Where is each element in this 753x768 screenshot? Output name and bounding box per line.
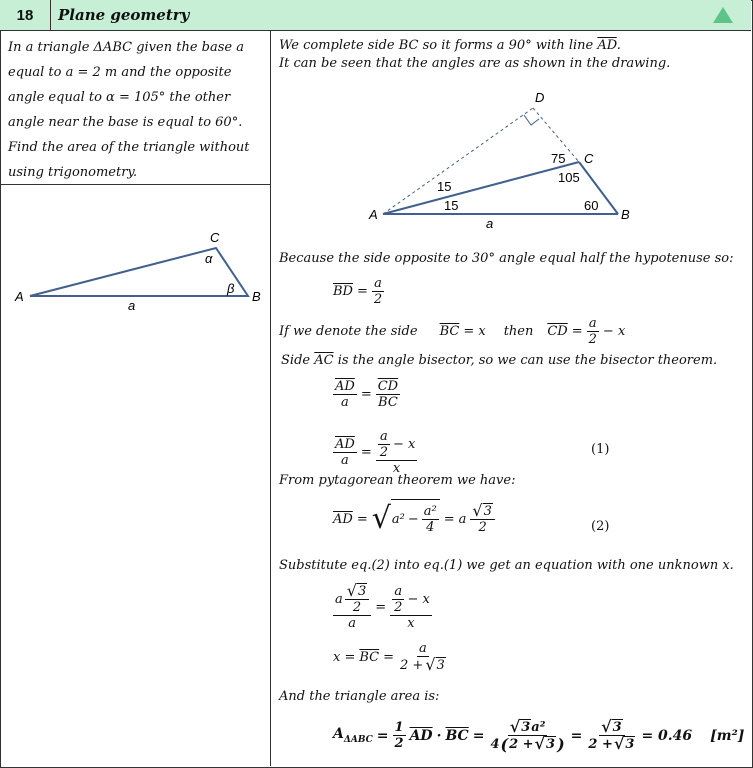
numerator: a xyxy=(374,276,382,291)
base-label: a xyxy=(128,298,136,313)
a-coefficient: a xyxy=(458,511,467,527)
a-coefficient: a xyxy=(335,591,343,607)
fraction xyxy=(345,583,369,615)
area-result: = 0.46 xyxy=(641,727,693,744)
fraction xyxy=(393,720,406,751)
equals: = xyxy=(571,324,583,339)
fraction xyxy=(587,316,599,347)
a-squared: a² xyxy=(531,719,546,735)
denote-text: If we denote the side xyxy=(279,324,418,339)
denominator: 2 xyxy=(373,292,383,307)
numerator: $\overline{AD}$ xyxy=(335,437,355,452)
square-root xyxy=(535,736,557,752)
problem-number: 18 xyxy=(0,0,51,30)
square-root xyxy=(372,499,440,539)
denominator: 4 ( 2 + √ 3 ) xyxy=(490,734,565,754)
fraction xyxy=(333,437,357,468)
radicand: 3 xyxy=(625,737,635,752)
x-equals: x = xyxy=(333,649,356,665)
denominator: a xyxy=(341,453,349,468)
segment-bc: $\overline{BC}$ xyxy=(359,649,380,665)
intro-end: . xyxy=(616,38,621,53)
denominator: 4 xyxy=(426,520,435,535)
numerator: a xyxy=(394,583,403,599)
denominator: 2 xyxy=(588,332,597,347)
vertex-a-label: A xyxy=(369,207,378,222)
area-subscript: ΔABC xyxy=(343,734,373,745)
a-squared: a² xyxy=(391,512,405,527)
vertex-a-label: A xyxy=(15,289,24,304)
problem-line: Find the area of the triangle without xyxy=(8,140,250,155)
fraction xyxy=(586,719,637,752)
denominator: 2 xyxy=(379,445,388,460)
substitute-text: Substitute eq.(2) into eq.(1) we get an equation with one unknown x. xyxy=(279,558,734,573)
equals: = xyxy=(356,511,368,527)
eq-bisector-1 xyxy=(333,379,400,410)
minus: − xyxy=(407,512,419,527)
equals: = xyxy=(472,727,485,744)
radical-sign: √ xyxy=(472,501,483,520)
numerator: a² xyxy=(423,504,437,519)
fraction xyxy=(488,719,566,752)
numerator: a xyxy=(588,316,597,331)
fraction xyxy=(390,584,432,631)
side-text: Side xyxy=(281,353,311,368)
problem-text xyxy=(8,35,266,185)
triangle-abc xyxy=(30,248,248,296)
segment-bc: $\overline{BC}$ xyxy=(439,324,460,339)
four: 4 xyxy=(490,736,500,752)
fraction xyxy=(470,503,494,535)
radicand xyxy=(391,499,440,535)
denominator: x xyxy=(407,615,415,631)
radicand: 3 xyxy=(357,584,367,599)
radicand: 3 xyxy=(521,720,531,735)
radical-sign: √ xyxy=(346,581,357,600)
intro-line-2: It can be seen that the angles are as shown in the drawing. xyxy=(279,56,671,71)
numerator: a xyxy=(419,641,427,656)
bisector-text: is the angle bisector, so we can use the bisector theorem. xyxy=(337,353,718,368)
numerator xyxy=(345,583,369,600)
problem-line: equal to a = 2 m and the opposite xyxy=(8,65,232,80)
equals: = xyxy=(376,727,389,744)
numerator: $\overline{AD}$ xyxy=(335,379,355,394)
square-root xyxy=(425,657,445,673)
numerator xyxy=(333,583,371,616)
alpha-label: α xyxy=(205,251,213,266)
equals: = xyxy=(383,649,395,665)
fraction xyxy=(333,583,371,631)
radicand: 3 xyxy=(546,737,556,752)
fraction xyxy=(392,584,404,615)
eq-area xyxy=(333,719,744,752)
denominator xyxy=(398,657,448,673)
denominator: 2 xyxy=(352,600,362,615)
equals: = xyxy=(443,511,455,527)
equals: = xyxy=(360,445,372,460)
solution-column xyxy=(271,31,751,766)
eq-substituted xyxy=(333,583,432,631)
radicand: 3 xyxy=(612,720,622,735)
numerator xyxy=(376,429,418,461)
segment-ad: $\overline{AD}$ xyxy=(597,38,617,53)
area-letter: A xyxy=(333,726,344,743)
fraction xyxy=(398,641,448,673)
radical-sign: √ xyxy=(509,717,521,736)
denominator: a xyxy=(341,395,349,410)
segment-bc: $\overline{BC}$ xyxy=(445,727,469,744)
radical-sign: √ xyxy=(371,501,391,536)
numerator: 1 xyxy=(394,720,404,735)
denominator xyxy=(586,736,637,752)
radicand: 3 xyxy=(483,504,492,519)
radicand: 3 xyxy=(436,658,445,673)
square-root xyxy=(510,719,532,735)
minus-x: − x xyxy=(393,437,416,452)
denominator: 2 xyxy=(478,520,487,535)
equals-x: = x xyxy=(463,324,486,339)
bisector-line xyxy=(281,353,717,368)
denominator: BC xyxy=(378,395,398,410)
equation-number-1: (1) xyxy=(591,442,610,457)
vertex-d-label: D xyxy=(535,90,545,105)
equals: = xyxy=(570,727,583,744)
base-label: a xyxy=(486,216,494,231)
vertex-b-label: B xyxy=(252,289,261,304)
angle-60: 60 xyxy=(584,198,599,213)
then-text: then xyxy=(503,324,534,339)
fraction xyxy=(378,429,390,460)
scroll-up-triangle-icon[interactable] xyxy=(713,7,733,23)
fraction xyxy=(422,504,439,535)
problem-column xyxy=(0,31,271,766)
angle-15-lower: 15 xyxy=(444,198,459,213)
intro-text: We complete side BC so it forms a 90° with line xyxy=(279,38,598,53)
problem-line: angle near the base is equal to 60°. xyxy=(8,115,243,130)
because-text: Because the side opposite to 30° angle equal half the hypotenuse so: xyxy=(279,251,734,266)
right-triangle-figure xyxy=(271,86,751,236)
segment-bd: $\overline{BD}$ xyxy=(333,284,353,299)
segment-cd: $\overline{CD}$ xyxy=(547,324,568,339)
radical-sign: √ xyxy=(613,734,625,753)
area-unit: [m²] xyxy=(710,727,745,744)
equation-number-2: (2) xyxy=(591,519,610,534)
fraction xyxy=(376,379,400,410)
header-bar xyxy=(0,0,751,31)
eq-bd xyxy=(333,276,384,307)
denominator: a xyxy=(348,616,356,631)
left-triangle-figure xyxy=(0,226,270,346)
denominator: x xyxy=(392,461,401,476)
right-angle-mark xyxy=(524,115,539,125)
angle-75: 75 xyxy=(551,151,566,166)
fraction xyxy=(372,276,384,307)
numerator xyxy=(390,584,432,616)
eq-x-solution xyxy=(333,641,448,673)
problem-line: In a triangle ΔABC given the base a xyxy=(8,40,244,55)
radical-sign: √ xyxy=(425,655,436,674)
two-plus: 2 + xyxy=(588,736,613,752)
vertex-c-label: C xyxy=(584,151,594,166)
angle-15-upper: 15 xyxy=(437,179,452,194)
fraction xyxy=(333,379,357,410)
angle-105: 105 xyxy=(558,170,580,185)
segment-ad: $\overline{AD}$ xyxy=(333,511,353,527)
denominator: 2 xyxy=(394,736,404,751)
denominator: 2 xyxy=(394,599,403,615)
vertex-c-label: C xyxy=(210,230,220,245)
problem-line: angle equal to α = 105° the other xyxy=(8,90,231,105)
area-symbol xyxy=(333,726,373,745)
vertex-b-label: B xyxy=(621,207,630,222)
segment-ad: $\overline{AD}$ xyxy=(409,727,433,744)
numerator xyxy=(470,503,494,520)
numerator: a xyxy=(379,429,388,444)
radical-sign: √ xyxy=(601,717,612,736)
minus-x: − x xyxy=(602,324,626,339)
intro-line-1 xyxy=(279,38,621,53)
page-title: Plane geometry xyxy=(58,6,190,24)
beta-label: β xyxy=(227,281,235,296)
equals: = xyxy=(375,599,387,615)
area-text: And the triangle area is: xyxy=(279,689,440,704)
dot: · xyxy=(436,727,442,744)
equals: = xyxy=(356,284,368,299)
equals: = xyxy=(360,387,372,402)
segment-ac: $\overline{AC}$ xyxy=(314,353,334,368)
numerator: $\overline{CD}$ xyxy=(377,379,399,394)
problem-line: using trigonometry. xyxy=(8,165,138,180)
side-ac xyxy=(383,162,579,214)
two-plus: 2 + xyxy=(400,657,424,673)
pythagorean-text: From pytagorean theorem we have: xyxy=(279,473,516,488)
two-plus: 2 + xyxy=(509,736,534,752)
radical-sign: √ xyxy=(534,734,546,753)
square-root xyxy=(614,736,636,752)
eq-pythagorean xyxy=(333,499,495,539)
eq-bisector-2 xyxy=(333,429,417,476)
fraction xyxy=(376,429,418,476)
eq-denote xyxy=(279,316,625,347)
minus-x: − x xyxy=(407,591,430,607)
divider xyxy=(0,184,270,185)
